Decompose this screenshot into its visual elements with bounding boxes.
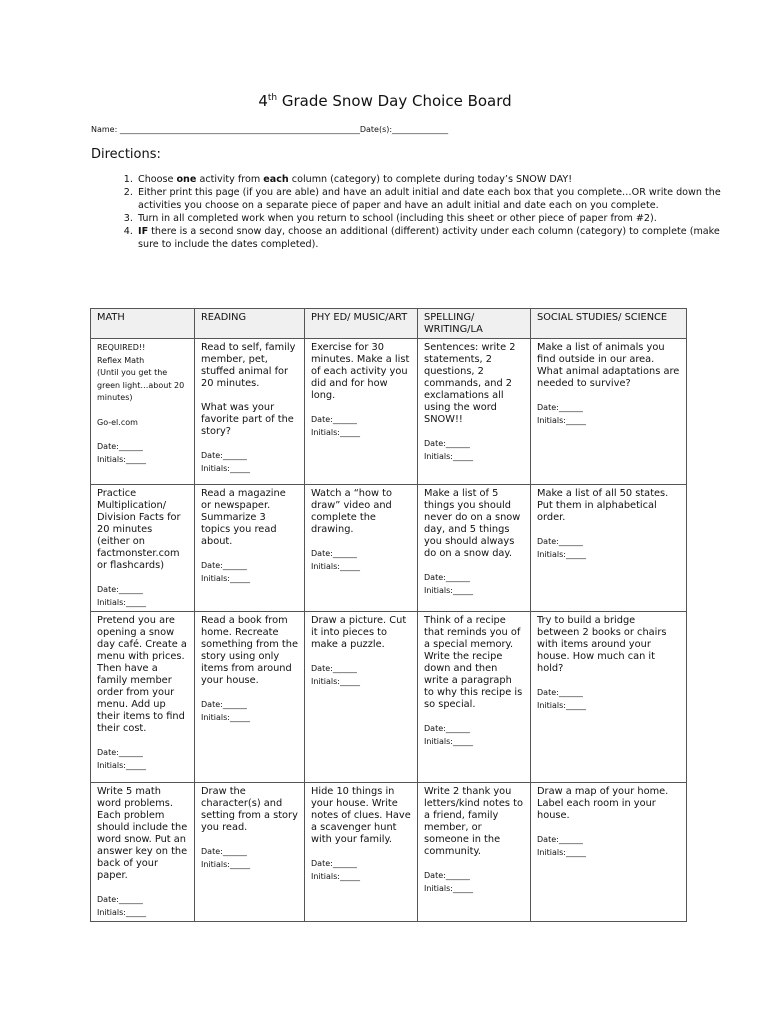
cell-spelling: Write 2 thank you letters/kind notes to a friend, family member, or someone in the community. Date:______ Initials:_____ xyxy=(418,783,531,922)
table-row xyxy=(91,339,687,485)
cell-math: REQUIRED!! Reflex Math (Until you get the green light…about 20 minutes) Go-el.com Date:______ Initials:_____ xyxy=(91,339,195,485)
initials-line: Initials:_____ xyxy=(201,463,250,473)
cell-math: Pretend you are opening a snow day café. Create a menu with prices. Then have a family member order from your menu. Add up their items to find their cost. Date:______ Initials:_____ xyxy=(91,612,195,783)
initials-line: Initials:_____ xyxy=(424,451,473,461)
initials-line: Initials:_____ xyxy=(97,907,146,917)
table-header-row xyxy=(91,309,687,339)
direction-item-3: 3. Turn in all completed work when you return to school (including this sheet or other piece of paper from #2). xyxy=(136,212,726,225)
date-line: Date:______ xyxy=(97,748,143,757)
initials-line: Initials:_____ xyxy=(424,883,473,893)
date-line: Date:______ xyxy=(97,585,143,594)
initials-line: Initials:_____ xyxy=(537,700,586,710)
table-row xyxy=(91,485,687,612)
date-line: Date:______ xyxy=(424,573,470,582)
table-row xyxy=(91,783,687,922)
header-social-studies: SOCIAL STUDIES/ SCIENCE xyxy=(531,309,687,339)
date-line: Date:______ xyxy=(311,859,357,868)
directions-heading: Directions: xyxy=(91,147,161,162)
initials-line: Initials:_____ xyxy=(97,454,146,464)
directions-list xyxy=(91,173,726,251)
initials-line: Initials:_____ xyxy=(424,585,473,595)
date-line: Date:______ xyxy=(311,664,357,673)
date-line: Date:______ xyxy=(424,871,470,880)
date-line: Date:______ xyxy=(311,549,357,558)
cell-phy-ed: Watch a “how to draw” video and complete the drawing. Date:______ Initials:_____ xyxy=(305,485,418,612)
header-spelling: SPELLING/ WRITING/LA xyxy=(418,309,531,339)
initials-line: Initials:_____ xyxy=(311,871,360,881)
initials-line: Initials:_____ xyxy=(537,549,586,559)
cell-math: Practice Multiplication/ Division Facts for 20 minutes (either on factmonster.com or flashcards) Date:______ Initials:_____ xyxy=(91,485,195,612)
date-line: Date:______ xyxy=(424,439,470,448)
header-phy-ed: PHY ED/ MUSIC/ART xyxy=(305,309,418,339)
date-line: Date:______ xyxy=(97,442,143,451)
cell-phy-ed: Draw a picture. Cut it into pieces to make a puzzle. Date:______ Initials:_____ xyxy=(305,612,418,783)
initials-line: Initials:_____ xyxy=(424,736,473,746)
cell-phy-ed: Exercise for 30 minutes. Make a list of each activity you did and for how long. Date:______ Initials:_____ xyxy=(305,339,418,485)
table-row xyxy=(91,612,687,783)
cell-spelling: Make a list of 5 things you should never do on a snow day, and 5 things you should always do on a snow day. Date:______ Initials:_____ xyxy=(418,485,531,612)
cell-phy-ed: Hide 10 things in your house. Write notes of clues. Have a scavenger hunt with your family. Date:______ Initials:_____ xyxy=(305,783,418,922)
date-line: Date:______ xyxy=(537,537,583,546)
cell-social-studies: Draw a map of your home. Label each room in your house. Date:______ Initials:_____ xyxy=(531,783,687,922)
name-date-line: Name: ____________________________________________________________Date(s):______________ xyxy=(91,125,449,134)
date-line: Date:______ xyxy=(201,700,247,709)
date-line: Date:______ xyxy=(201,561,247,570)
cell-reading: Read a book from home. Recreate something from the story using only items from around your house. Date:______ Initials:_____ xyxy=(195,612,305,783)
cell-reading: Read to self, family member, pet, stuffed animal for 20 minutes. What was your favorite part of the story? Date:______ Initials:_____ xyxy=(195,339,305,485)
initials-line: Initials:_____ xyxy=(201,573,250,583)
direction-item-4: 4. IF there is a second snow day, choose an additional (different) activity under each column (category) to complete (make sure to include the dates completed). xyxy=(136,225,726,251)
initials-line: Initials:_____ xyxy=(97,597,146,607)
initials-line: Initials:_____ xyxy=(537,847,586,857)
initials-line: Initials:_____ xyxy=(311,561,360,571)
cell-reading: Draw the character(s) and setting from a story you read. Date:______ Initials:_____ xyxy=(195,783,305,922)
initials-line: Initials:_____ xyxy=(97,760,146,770)
date-line: Date:______ xyxy=(537,835,583,844)
date-line: Date:______ xyxy=(537,403,583,412)
cell-spelling: Think of a recipe that reminds you of a special memory. Write the recipe down and then write a paragraph to why this recipe is so special. Date:______ Initials:_____ xyxy=(418,612,531,783)
initials-line: Initials:_____ xyxy=(201,859,250,869)
date-line: Date:______ xyxy=(201,451,247,460)
initials-line: Initials:_____ xyxy=(311,676,360,686)
date-line: Date:______ xyxy=(97,895,143,904)
header-reading: READING xyxy=(195,309,305,339)
header-math: MATH xyxy=(91,309,195,339)
direction-item-2: 2. Either print this page (if you are able) and have an adult initial and date each box that you complete…OR write down the activities you choose on a separate piece of paper and have an adult initial and date each on you complete. xyxy=(136,186,726,212)
date-line: Date:______ xyxy=(537,688,583,697)
cell-social-studies: Make a list of animals you find outside in our area. What animal adaptations are needed to survive? Date:______ Initials:_____ xyxy=(531,339,687,485)
date-line: Date:______ xyxy=(201,847,247,856)
cell-social-studies: Make a list of all 50 states. Put them in alphabetical order. Date:______ Initials:_____ xyxy=(531,485,687,612)
cell-spelling: Sentences: write 2 statements, 2 questions, 2 commands, and 2 exclamations all using the word SNOW!! Date:______ Initials:_____ xyxy=(418,339,531,485)
choice-board-table xyxy=(90,308,687,922)
direction-item-1: 1. Choose one activity from each column (category) to complete during today’s SNOW DAY! xyxy=(136,173,726,186)
initials-line: Initials:_____ xyxy=(537,415,586,425)
cell-math: Write 5 math word problems. Each problem should include the word snow. Put an answer key on the back of your paper. Date:______ Initials:_____ xyxy=(91,783,195,922)
initials-line: Initials:_____ xyxy=(201,712,250,722)
cell-social-studies: Try to build a bridge between 2 books or chairs with items around your house. How much can it hold? Date:______ Initials:_____ xyxy=(531,612,687,783)
page-title: 4th Grade Snow Day Choice Board xyxy=(258,92,512,110)
initials-line: Initials:_____ xyxy=(311,427,360,437)
date-line: Date:______ xyxy=(311,415,357,424)
cell-reading: Read a magazine or newspaper. Summarize 3 topics you read about. Date:______ Initials:_____ xyxy=(195,485,305,612)
date-line: Date:______ xyxy=(424,724,470,733)
